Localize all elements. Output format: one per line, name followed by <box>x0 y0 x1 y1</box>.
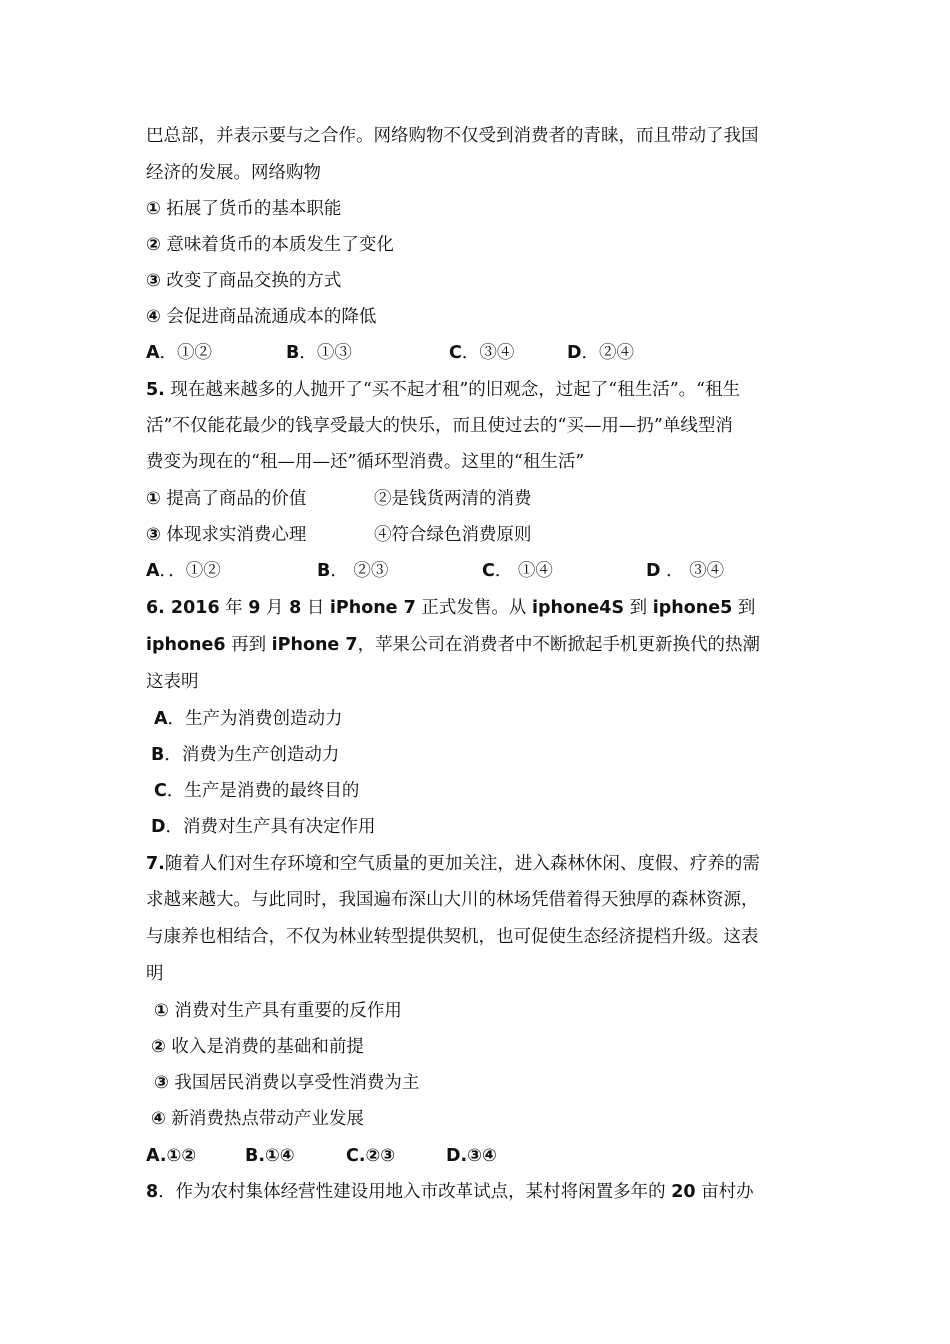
q6-stem-line-3: 这表明 <box>146 672 199 692</box>
q4-stem-line-2: 经济的发展。网络购物 <box>146 163 321 183</box>
q7-option-b: B.①④ <box>245 1146 295 1166</box>
q6-option-b: B．消费为生产创造动力 <box>151 745 340 765</box>
q4-item-3: ③ 改变了商品交换的方式 <box>146 271 342 291</box>
q4-option-d: D．②④ <box>567 343 635 363</box>
q5-option-c: C． ①④ <box>482 561 553 581</box>
q4-stem-line-1: 巴总部，并表示要与之合作。网络购物不仅受到消费者的青睐，而且带动了我国 <box>146 126 759 146</box>
q5-item-1: ① 提高了商品的价值 <box>146 489 307 509</box>
q5-item-2: ②是钱货两清的消费 <box>374 489 532 509</box>
q4-item-1: ① 拓展了货币的基本职能 <box>146 199 342 219</box>
q5-option-a: A．．①② <box>146 561 221 581</box>
q4-option-a: A．①② <box>146 343 213 363</box>
q5-stem-line-1: 5. 现在越来越多的人抛开了“买不起才租”的旧观念，过起了“租生活”。“租生 <box>146 380 741 400</box>
q6-option-c: C．生产是消费的最终目的 <box>154 781 360 801</box>
q7-stem-line-4: 明 <box>146 964 164 984</box>
q7-item-4: ④ 新消费热点带动产业发展 <box>151 1109 364 1129</box>
q8-stem-line-1: 8．作为农村集体经营性建设用地入市改革试点，某村将闲置多年的 20 亩村办 <box>146 1182 754 1202</box>
q7-stem-line-2: 求越来越大。与此同时，我国遍布深山大川的林场凭借着得天独厚的森林资源， <box>146 890 759 910</box>
q5-item-4: ④符合绿色消费原则 <box>374 525 532 545</box>
q4-item-2: ② 意味着货币的本质发生了变化 <box>146 235 394 255</box>
q7-option-a: A.①② <box>146 1146 197 1166</box>
q7-option-c: C.②③ <box>346 1146 396 1166</box>
q7-item-2: ② 收入是消费的基础和前提 <box>151 1037 364 1057</box>
q7-item-3: ③ 我国居民消费以享受性消费为主 <box>154 1073 420 1093</box>
q5-stem-line-2: 活”不仅能花最少的钱享受最大的快乐，而且使过去的“买—用—扔”单线型消 <box>146 416 733 436</box>
q5-stem-line-3: 费变为现在的“租—用—还”循环型消费。这里的“租生活” <box>146 452 585 472</box>
q7-stem-line-3: 与康养也相结合，不仅为林业转型提供契机，也可促使生态经济提档升级。这表 <box>146 927 759 947</box>
q4-option-c: C．③④ <box>449 343 515 363</box>
q7-stem-line-1: 7.随着人们对生存环境和空气质量的更加关注，进入森林休闲、度假、疗养的需 <box>146 854 760 874</box>
q5-item-3: ③ 体现求实消费心理 <box>146 525 307 545</box>
q7-item-1: ① 消费对生产具有重要的反作用 <box>154 1001 402 1021</box>
q4-option-b: B．①③ <box>286 343 352 363</box>
q6-option-a: A．生产为消费创造动力 <box>154 709 343 729</box>
q6-option-d: D．消费对生产具有决定作用 <box>151 817 376 837</box>
q6-stem-line-2: iphone6 再到 iPhone 7，苹果公司在消费者中不断掀起手机更新换代的热潮 <box>146 635 761 655</box>
q6-stem-line-1: 6. 2016 年 9 月 8 日 iPhone 7 正式发售。从 iphone4S 到 iphone5 到 <box>146 598 756 618</box>
q5-option-b: B． ②③ <box>317 561 389 581</box>
q5-option-d: D ． ③④ <box>646 561 725 581</box>
q7-option-d: D.③④ <box>446 1146 497 1166</box>
q4-item-4: ④ 会促进商品流通成本的降低 <box>146 307 377 327</box>
